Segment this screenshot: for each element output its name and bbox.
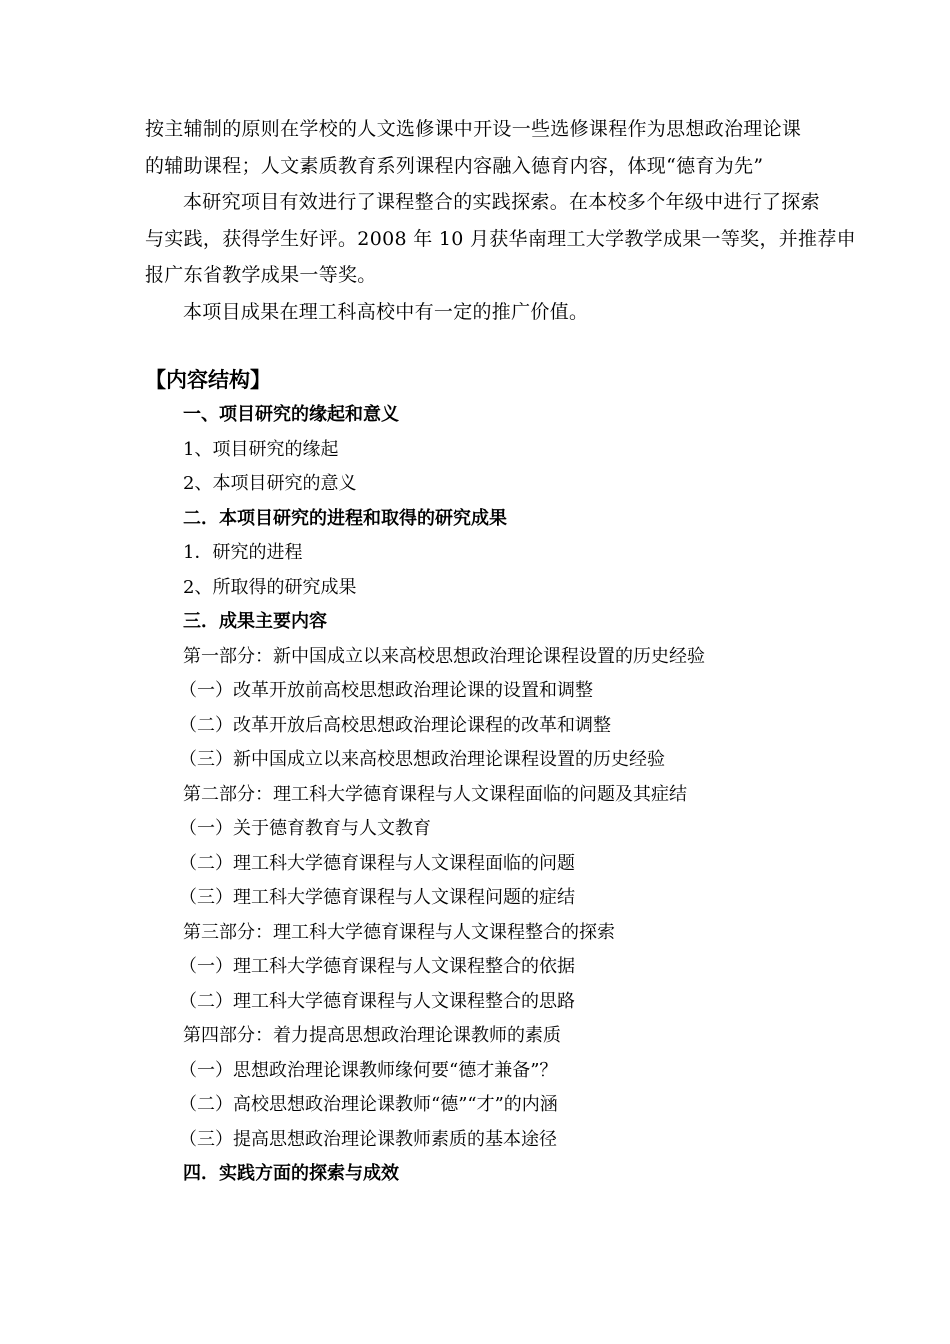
outline-item: （三）新中国成立以来高校思想政治理论课程设置的历史经验 xyxy=(179,749,665,770)
outline-item: （二）高校思想政治理论课教师“德”“才”的内涵 xyxy=(179,1094,558,1115)
outline-item: 2、所取得的研究成果 xyxy=(183,576,357,598)
outline-item: （三）理工科大学德育课程与人文课程问题的症结 xyxy=(179,887,575,908)
outline-item: 第三部分：理工科大学德育课程与人文课程整合的探索 xyxy=(183,921,615,943)
outline-heading: 三．成果主要内容 xyxy=(183,611,327,632)
intro-line-3: 本研究项目有效进行了课程整合的实践探索。在本校多个年级中进行了探索 xyxy=(183,191,820,213)
intro-line-4: 与实践，获得学生好评。2008 年 10 月获华南理工大学教学成果一等奖，并推荐申 xyxy=(145,227,856,250)
outline-item: 1、项目研究的缘起 xyxy=(183,438,339,460)
intro-line-6: 本项目成果在理工科高校中有一定的推广价值。 xyxy=(183,300,589,323)
intro-line-1: 按主辅制的原则在学校的人文选修课中开设一些选修课程作为思想政治理论课 xyxy=(145,118,802,140)
outline-item: （二）理工科大学德育课程与人文课程整合的思路 xyxy=(179,990,575,1012)
outline-heading: 二．本项目研究的进程和取得的研究成果 xyxy=(183,507,507,529)
outline-item: （二）理工科大学德育课程与人文课程面临的问题 xyxy=(179,852,575,874)
outline-item: 第一部分：新中国成立以来高校思想政治理论课程设置的历史经验 xyxy=(183,645,705,667)
outline-item: （二）改革开放后高校思想政治理论课程的改革和调整 xyxy=(179,714,611,736)
outline-item: （一）理工科大学德育课程与人文课程整合的依据 xyxy=(179,956,575,977)
intro-paragraphs xyxy=(145,111,856,330)
outline-item: 第二部分：理工科大学德育课程与人文课程面临的问题及其症结 xyxy=(183,783,687,805)
outline-item: 第四部分：着力提高思想政治理论课教师的素质 xyxy=(183,1025,561,1046)
outline-item: （一）关于德育教育与人文教育 xyxy=(179,818,431,839)
outline-item: （三）提高思想政治理论课教师素质的基本途径 xyxy=(179,1128,557,1150)
outline-item: 1．研究的进程 xyxy=(183,542,303,563)
intro-line-5: 报广东省教学成果一等奖。 xyxy=(145,264,377,286)
intro-line-2: 的辅助课程；人文素质教育系列课程内容融入德育内容，体现“德育为先” xyxy=(145,154,764,177)
outline-heading: 一、项目研究的缘起和意义 xyxy=(183,404,399,425)
structure-outline xyxy=(179,398,705,1192)
outline-item: 2、本项目研究的意义 xyxy=(183,473,357,494)
structure-heading: 【内容结构】 xyxy=(145,368,271,392)
outline-heading: 四．实践方面的探索与成效 xyxy=(183,1163,399,1184)
outline-item: （一）改革开放前高校思想政治理论课的设置和调整 xyxy=(179,680,593,701)
outline-item: （一）思想政治理论课教师缘何要“德才兼备”？ xyxy=(179,1059,558,1081)
